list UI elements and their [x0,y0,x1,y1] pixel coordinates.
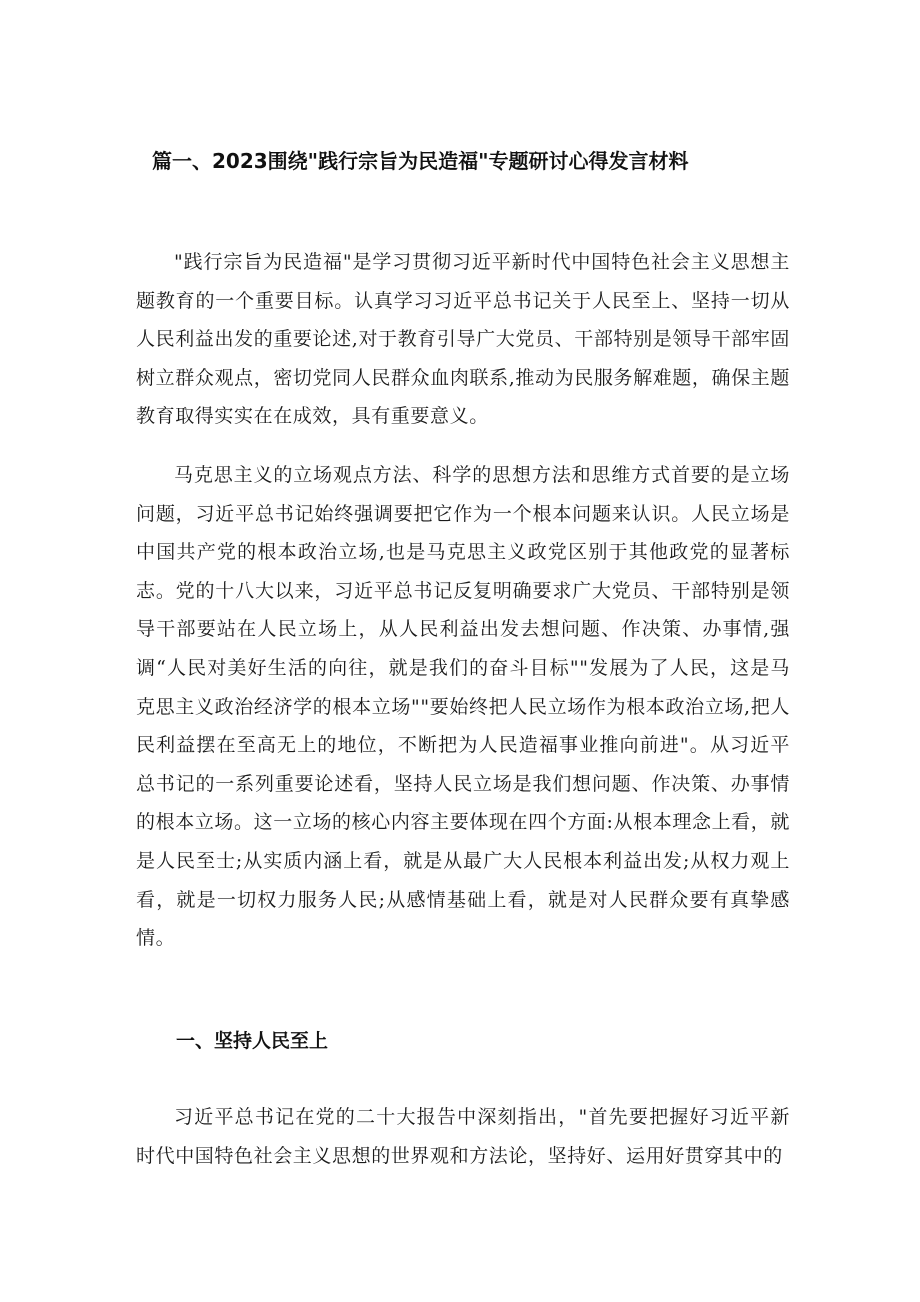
paragraph-marxism-stance: 马克思主义的立场观点方法、科学的思想方法和思维方式首要的是立场问题，习近平总书记始终强调要把它作为一个根本问题来认识。人民立场是中国共产党的根本政治立场,也是马克思主义政党区别于其他政党的显著标志。党的十八大以来，习近平总书记反复明确要求广大党员、干部特别是领导干部要站在人民立场上，从人民利益出发去想问题、作决策、办事情,强调“人民对美好生活的向往，就是我们的奋斗目标""发展为了人民，这是马克思主义政治经济学的根本立场""要始终把人民立场作为根本政治立场,把人民利益摆在至高无上的地位，不断把为人民造福事业推向前进"。从习近平总书记的一系列重要论述看，坚持人民立场是我们想问题、作决策、办事情的根本立场。这一立场的核心内容主要体现在四个方面:从根本理念上看，就是人民至士;从实质内涵上看，就是从最广大人民根本利益出发;从权力观上看，就是一切权力服务人民;从感情基础上看，就是对人民群众要有真挚感情。 [136,464,790,950]
paragraph-intro: "践行宗旨为民造福"是学习贯彻习近平新时代中国特色社会主义思想主题教育的一个重要目标。认真学习习近平总书记关于人民至上、坚持一切从人民利益出发的重要论述,对于教育引导广大党员、干部特别是领导干部牢固树立群众观点，密切党同人民群众血肉联系,推动为民服务解难题，确保主题教育取得实实在在成效，具有重要意义。 [136,251,790,428]
section-paragraph: 习近平总书记在党的二十大报告中深刻指出，"首先要把握好习近平新时代中国特色社会主义思想的世界观和方法论，坚持好、运用好贯穿其中的 [136,1106,790,1167]
section-heading: 一、坚持人民至上 [176,1030,329,1052]
document-title: 篇一、2023围绕"践行宗旨为民造福"专题研讨心得发言材料 [152,149,689,173]
